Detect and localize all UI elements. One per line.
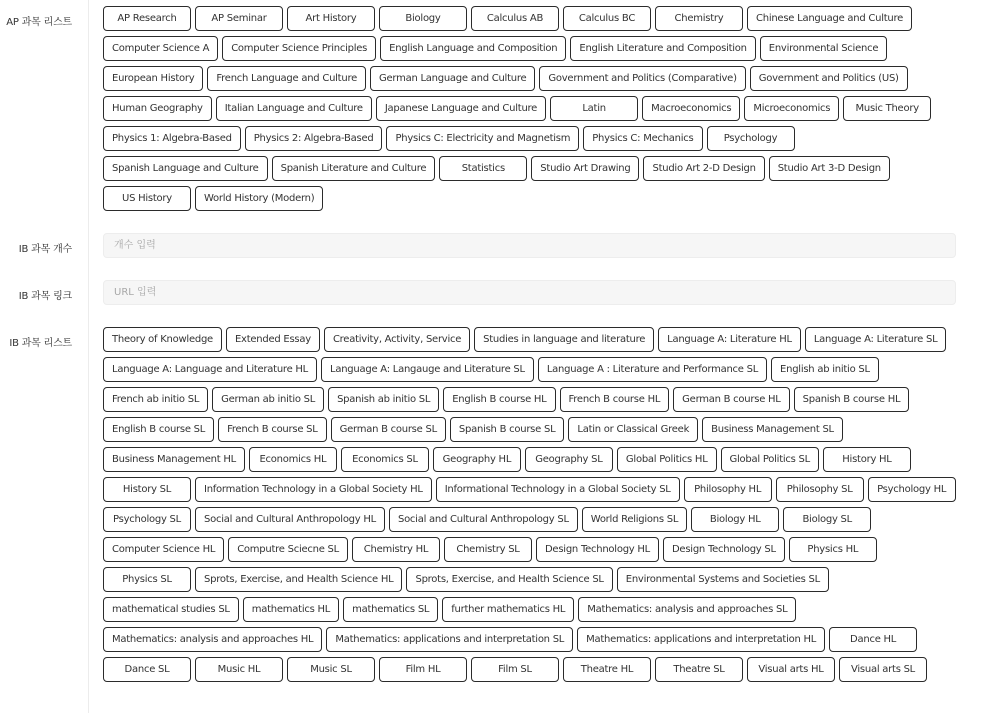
subject-chip[interactable]: Studies in language and literature <box>474 327 654 352</box>
subject-chip[interactable]: German Language and Culture <box>370 66 535 91</box>
subject-chip[interactable]: Environmental Systems and Societies SL <box>617 567 829 592</box>
ib-chip-group <box>103 327 958 682</box>
subject-chip[interactable]: Language A: Language and Literature HL <box>103 357 317 382</box>
subject-chip[interactable]: Dance HL <box>829 627 917 652</box>
subject-chip[interactable]: AP Research <box>103 6 191 31</box>
subject-chip[interactable]: Computer Science HL <box>103 537 224 562</box>
subject-chip[interactable]: Mathematics: analysis and approaches SL <box>578 597 796 622</box>
subject-chip[interactable]: French Language and Culture <box>207 66 366 91</box>
subject-chip[interactable]: World History (Modern) <box>195 186 323 211</box>
subject-chip[interactable]: US History <box>103 186 191 211</box>
subject-chip[interactable]: Art History <box>287 6 375 31</box>
subject-chip[interactable]: Chemistry <box>655 6 743 31</box>
subject-chip[interactable]: Calculus BC <box>563 6 651 31</box>
subject-chip[interactable]: Studio Art 2-D Design <box>643 156 764 181</box>
subject-chip[interactable]: Environmental Science <box>760 36 887 61</box>
subject-chip[interactable]: Visual arts SL <box>839 657 927 682</box>
subject-chip[interactable]: Sprots, Exercise, and Health Science SL <box>406 567 612 592</box>
subject-chip[interactable]: Chinese Language and Culture <box>747 6 912 31</box>
subject-chip[interactable]: Philosophy HL <box>684 477 772 502</box>
subject-chip[interactable]: Music SL <box>287 657 375 682</box>
subject-chip[interactable]: Spanish Literature and Culture <box>272 156 436 181</box>
ap-chip-group <box>103 6 958 211</box>
subject-chip[interactable]: Chemistry HL <box>352 537 440 562</box>
subject-chip[interactable]: Biology SL <box>783 507 871 532</box>
subject-chip[interactable]: further mathematics HL <box>442 597 574 622</box>
subject-chip[interactable]: Film HL <box>379 657 467 682</box>
subject-chip[interactable]: Visual arts HL <box>747 657 835 682</box>
subject-chip[interactable]: English Literature and Composition <box>570 36 755 61</box>
subject-chip[interactable]: Latin <box>550 96 638 121</box>
ib-list-label: IB 과목 리스트 <box>9 338 72 349</box>
subject-chip[interactable]: Latin or Classical Greek <box>568 417 698 442</box>
subject-chip[interactable]: Business Management SL <box>702 417 843 442</box>
subject-chip[interactable]: Mathematics: applications and interpretation SL <box>326 627 573 652</box>
subject-chip[interactable]: Philosophy SL <box>776 477 864 502</box>
subject-chip[interactable]: mathematics SL <box>343 597 438 622</box>
subject-chip[interactable]: Design Technology HL <box>536 537 659 562</box>
subject-chip[interactable]: Studio Art Drawing <box>531 156 639 181</box>
subject-chip[interactable]: English B course SL <box>103 417 214 442</box>
subject-chip[interactable]: Government and Politics (Comparative) <box>539 66 745 91</box>
ib-link-input[interactable] <box>103 280 956 305</box>
subject-chip[interactable]: European History <box>103 66 203 91</box>
subject-chip[interactable]: Informational Technology in a Global Society SL <box>436 477 680 502</box>
subject-chip[interactable]: Business Management HL <box>103 447 245 472</box>
subject-chip[interactable]: Language A : Literature and Performance SL <box>538 357 767 382</box>
subject-chip[interactable]: Language A: Langauge and Literature SL <box>321 357 534 382</box>
subject-chip[interactable]: Psychology SL <box>103 507 191 532</box>
subject-chip[interactable]: German B course SL <box>331 417 446 442</box>
subject-chip[interactable]: Spanish B course HL <box>794 387 910 412</box>
subject-chip[interactable]: Calculus AB <box>471 6 559 31</box>
subject-chip[interactable]: Human Geography <box>103 96 212 121</box>
subject-chip[interactable]: Physics SL <box>103 567 191 592</box>
subject-chip[interactable]: Computer Science A <box>103 36 218 61</box>
subject-chip[interactable]: Film SL <box>471 657 559 682</box>
subject-chip[interactable]: Government and Politics (US) <box>750 66 908 91</box>
subject-chip[interactable]: English ab initio SL <box>771 357 879 382</box>
subject-chip[interactable]: Psychology HL <box>868 477 956 502</box>
subject-chip[interactable]: Physics HL <box>789 537 877 562</box>
subject-chip[interactable]: Theatre HL <box>563 657 651 682</box>
subject-chip[interactable]: Mathematics: analysis and approaches HL <box>103 627 322 652</box>
subject-chip[interactable]: Language A: Literature SL <box>805 327 947 352</box>
ib-count-input[interactable] <box>103 233 956 258</box>
subject-chip[interactable]: Global Politics SL <box>721 447 819 472</box>
subject-chip[interactable]: Global Politics HL <box>617 447 717 472</box>
subject-chip[interactable]: Extended Essay <box>226 327 320 352</box>
subject-chip[interactable]: History SL <box>103 477 191 502</box>
subject-chip[interactable]: Theatre SL <box>655 657 743 682</box>
subject-chip[interactable]: Computre Sciecne SL <box>228 537 348 562</box>
subject-chip[interactable]: Sprots, Exercise, and Health Science HL <box>195 567 402 592</box>
subject-chip[interactable]: Social and Cultural Anthropology SL <box>389 507 578 532</box>
subject-chip[interactable]: Theory of Knowledge <box>103 327 222 352</box>
subject-chip[interactable]: Physics 2: Algebra-Based <box>245 126 383 151</box>
subject-chip[interactable]: Creativity, Activity, Service <box>324 327 470 352</box>
subject-chip[interactable]: Biology <box>379 6 467 31</box>
subject-chip[interactable]: Geography SL <box>525 447 613 472</box>
subject-chip[interactable]: Biology HL <box>691 507 779 532</box>
subject-chip[interactable]: Music HL <box>195 657 283 682</box>
subject-chip[interactable]: History HL <box>823 447 911 472</box>
subject-chip[interactable]: French ab initio SL <box>103 387 208 412</box>
subject-chip[interactable]: Chemistry SL <box>444 537 532 562</box>
subject-chip[interactable]: Spanish B course SL <box>450 417 564 442</box>
subject-chip[interactable]: Italian Language and Culture <box>216 96 372 121</box>
column-divider <box>88 0 89 713</box>
subject-chip[interactable]: French B course SL <box>218 417 327 442</box>
subject-chip[interactable]: Macroeconomics <box>642 96 740 121</box>
subject-chip[interactable]: World Religions SL <box>582 507 687 532</box>
subject-chip[interactable]: Computer Science Principles <box>222 36 376 61</box>
subject-chip[interactable]: Music Theory <box>843 96 931 121</box>
subject-chip[interactable]: Spanish ab initio SL <box>328 387 439 412</box>
subject-chip[interactable]: Information Technology in a Global Society HL <box>195 477 432 502</box>
subject-chip[interactable]: Language A: Literature HL <box>658 327 801 352</box>
subject-chip[interactable]: Physics 1: Algebra-Based <box>103 126 241 151</box>
subject-chip[interactable]: Dance SL <box>103 657 191 682</box>
subject-chip[interactable]: Economics HL <box>249 447 337 472</box>
subject-chip[interactable]: Economics SL <box>341 447 429 472</box>
subject-chip[interactable]: Japanese Language and Culture <box>376 96 546 121</box>
subject-chip[interactable]: English B course HL <box>443 387 555 412</box>
ib-subject-list <box>103 327 958 682</box>
subject-chip[interactable]: Geography HL <box>433 447 521 472</box>
subject-chip[interactable]: Statistics <box>439 156 527 181</box>
subject-chip[interactable]: Microeconomics <box>744 96 839 121</box>
subject-chip[interactable]: AP Seminar <box>195 6 283 31</box>
subject-chip[interactable]: German ab initio SL <box>212 387 324 412</box>
ap-list-label: AP 과목 리스트 <box>6 17 72 28</box>
subject-chip[interactable]: French B course HL <box>560 387 670 412</box>
subject-chip[interactable]: Spanish Language and Culture <box>103 156 268 181</box>
ap-subject-list <box>103 6 958 211</box>
subject-chip[interactable]: Psychology <box>707 126 795 151</box>
subject-chip[interactable]: German B course HL <box>673 387 789 412</box>
subject-chip[interactable]: Design Technology SL <box>663 537 785 562</box>
subject-chip[interactable]: Studio Art 3-D Design <box>769 156 890 181</box>
subject-chip[interactable]: Social and Cultural Anthropology HL <box>195 507 385 532</box>
subject-chip[interactable]: Physics C: Mechanics <box>583 126 702 151</box>
ib-count-label: IB 과목 개수 <box>18 244 72 255</box>
subject-chip[interactable]: mathematics HL <box>243 597 339 622</box>
subject-chip[interactable]: mathematical studies SL <box>103 597 239 622</box>
subject-chip[interactable]: Physics C: Electricity and Magnetism <box>386 126 579 151</box>
form-labels-column <box>0 0 88 713</box>
subject-chip[interactable]: English Language and Composition <box>380 36 566 61</box>
ib-link-label: IB 과목 링크 <box>18 291 72 302</box>
subject-chip[interactable]: Mathematics: applications and interpretation HL <box>577 627 825 652</box>
